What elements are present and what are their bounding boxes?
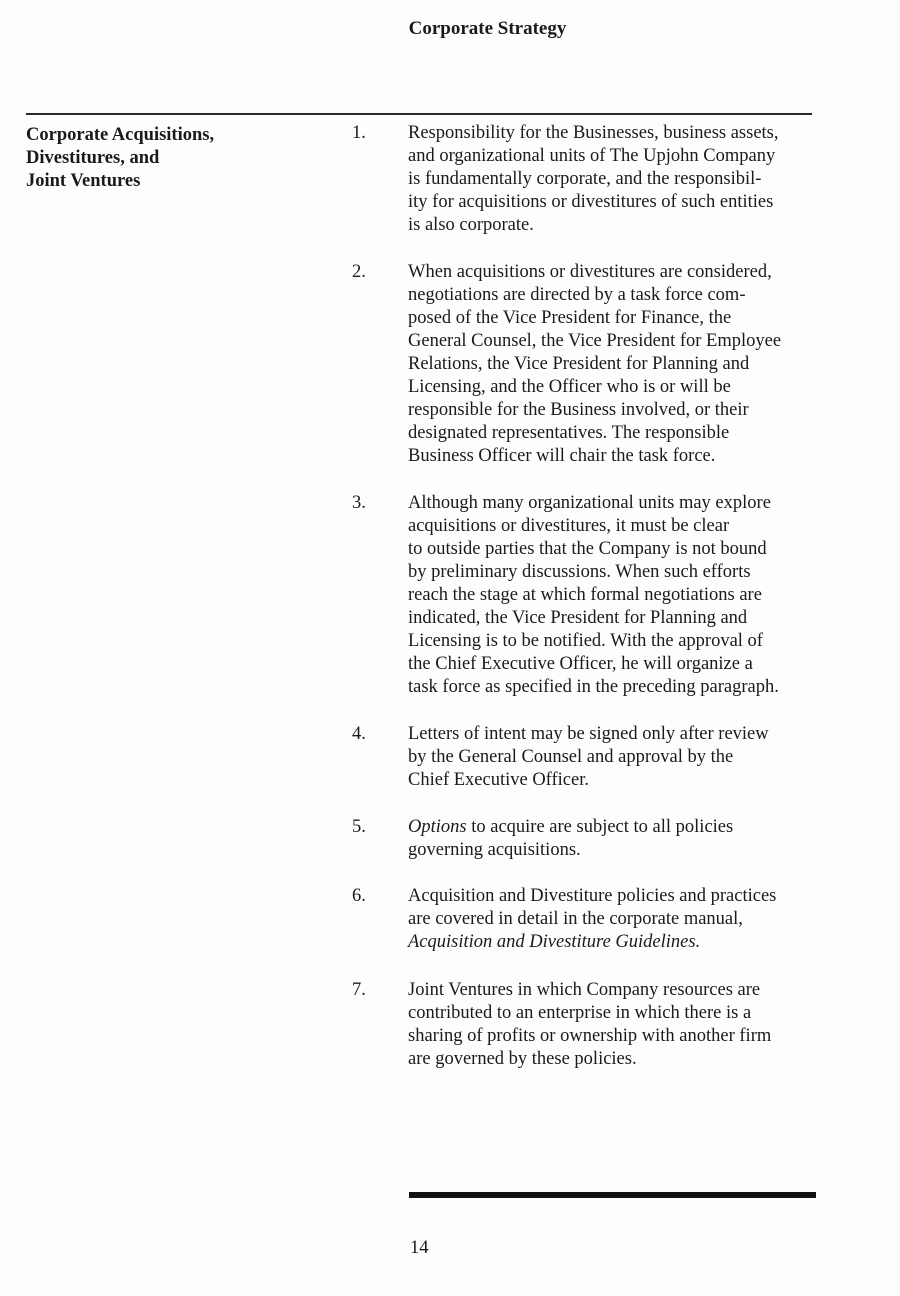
item-line (408, 931, 828, 954)
item-line: task force as specified in the preceding paragraph. (408, 677, 779, 697)
item-line: ity for acquisitions or divestitures of such entities (408, 192, 774, 212)
item-line: are governed by these policies. (408, 1049, 637, 1069)
item-line: Acquisition and Divestiture policies and practices (408, 886, 777, 906)
item-line: to outside parties that the Company is not bound (408, 539, 767, 559)
section-heading (26, 124, 326, 193)
item-line: designated representatives. The responsible (408, 423, 730, 443)
item-line: sharing of profits or ownership with another firm (408, 1026, 772, 1046)
item-number: 7. (352, 980, 366, 1000)
item-line: by preliminary discussions. When such efforts (408, 562, 751, 582)
item-line: General Counsel, the Vice President for Employee (408, 331, 782, 351)
item-line: Licensing is to be notified. With the approval of (408, 631, 763, 651)
item-text (408, 979, 828, 1071)
item-text (408, 261, 828, 468)
item-number: 1. (352, 123, 366, 143)
item-line: are covered in detail in the corporate manual, (408, 909, 743, 929)
item-line: Business Officer will chair the task force. (408, 446, 716, 466)
item-text (408, 492, 828, 699)
top-divider (26, 113, 812, 115)
manual-title: Acquisition and Divestiture Guidelines. (408, 932, 701, 952)
item-text (408, 723, 828, 792)
item-line: Relations, the Vice President for Planning and (408, 354, 750, 374)
item-line: contributed to an enterprise in which there is a (408, 1003, 752, 1023)
item-line: Joint Ventures in which Company resources are (408, 980, 761, 1000)
item-text (408, 122, 828, 237)
item-text (408, 885, 828, 954)
item-line: is also corporate. (408, 215, 534, 235)
item-line: responsible for the Business involved, or their (408, 400, 749, 420)
item-number: 6. (352, 886, 366, 906)
item-line: negotiations are directed by a task force com- (408, 285, 746, 305)
item-line: Chief Executive Officer. (408, 770, 589, 790)
item-text (408, 816, 828, 862)
item-line: Although many organizational units may explore (408, 493, 771, 513)
section-heading-line: Corporate Acquisitions, (26, 125, 215, 145)
page-number: 14 (410, 1238, 429, 1258)
item-line: by the General Counsel and approval by the (408, 747, 734, 767)
item-line (408, 816, 828, 839)
item-line: When acquisitions or divestitures are considered, (408, 262, 772, 282)
item-line-rest: to acquire are subject to all policies (466, 817, 734, 837)
item-number: 5. (352, 817, 366, 837)
item-line: acquisitions or divestitures, it must be clear (408, 516, 730, 536)
item-line: indicated, the Vice President for Planning and (408, 608, 748, 628)
item-line: governing acquisitions. (408, 840, 581, 860)
item-line: Letters of intent may be signed only after review (408, 724, 769, 744)
item-line: the Chief Executive Officer, he will organize a (408, 654, 753, 674)
running-head-title: Corporate Strategy (408, 18, 567, 39)
item-number: 3. (352, 493, 366, 513)
bottom-divider (409, 1192, 816, 1198)
item-line: is fundamentally corporate, and the responsibil- (408, 169, 762, 189)
item-line: Responsibility for the Businesses, business assets, (408, 123, 779, 143)
item-line: Licensing, and the Officer who is or will be (408, 377, 731, 397)
item-line: posed of the Vice President for Finance, the (408, 308, 732, 328)
item-italic-lead: Options (408, 817, 467, 837)
item-line: reach the stage at which formal negotiations are (408, 585, 762, 605)
section-heading-line: Joint Ventures (26, 171, 141, 191)
section-heading-line: Divestitures, and (26, 148, 160, 168)
item-number: 2. (352, 262, 366, 282)
item-line: and organizational units of The Upjohn Company (408, 146, 776, 166)
item-number: 4. (352, 724, 366, 744)
